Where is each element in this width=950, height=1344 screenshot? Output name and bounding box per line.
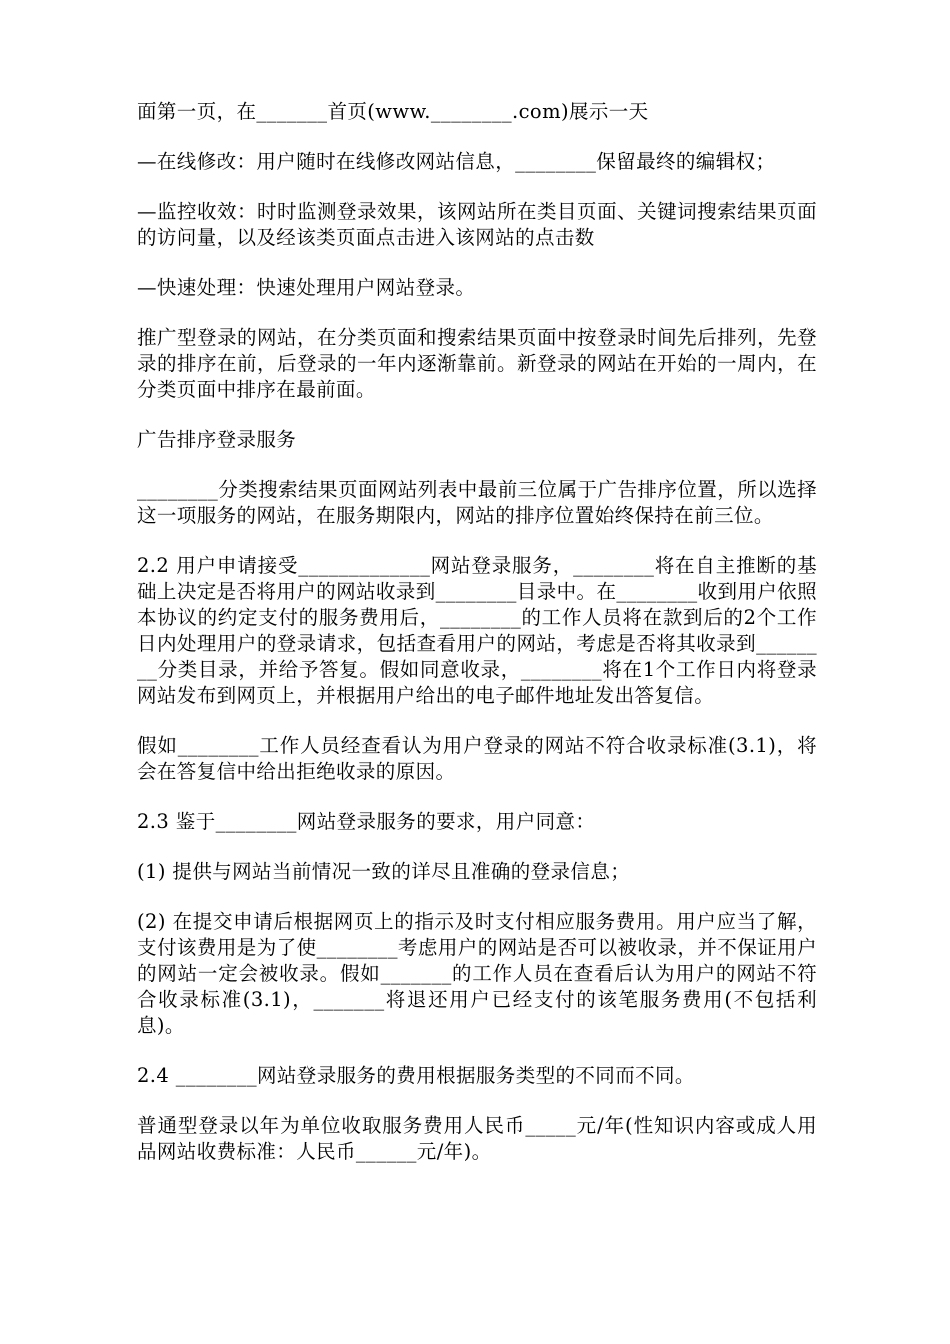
clause-2-4: 2.4 ________网站登录服务的费用根据服务类型的不同而不同。: [137, 1064, 695, 1087]
paragraph-online-edit: —在线修改：用户随时在线修改网站信息，________保留最终的编辑权；: [137, 150, 776, 173]
clause-2-3: 2.3 鉴于________网站登录服务的要求，用户同意：: [137, 810, 596, 833]
clause-2-3-item-2: (2) 在提交申请后根据网页上的指示及时支付相应服务费用。用户应当了解，支付该费用是为了使________考虑用户的网站是否可以被收录，并不保证用户的网站一定会被收录。假如_______的工作人员在查看后认为用户的网站不符合收录标准(3.1)，_______将退还用户已经支付的该笔服务费用(不包括利息)。: [137, 910, 817, 1037]
clause-2-3-item-1: (1) 提供与网站当前情况一致的详尽且准确的登录信息；: [137, 860, 631, 883]
paragraph-rejection: 假如________工作人员经查看认为用户登录的网站不符合收录标准(3.1)，将会在答复信中给出拒绝收录的原因。: [137, 734, 817, 783]
paragraph-fast-processing: —快速处理：快速处理用户网站登录。: [137, 276, 476, 299]
document-page: [137, 99, 817, 1189]
paragraph-homepage-display: 面第一页，在_______首页(www.________.com)展示一天: [137, 100, 649, 123]
paragraph-ad-ranking: ________分类搜索结果页面网站列表中最前三位属于广告排序位置，所以选择这一项服务的网站，在服务期限内，网站的排序位置始终保持在前三位。: [137, 478, 817, 527]
paragraph-monitoring: —监控收效：时时监测登录效果，该网站所在类目页面、关键词搜索结果页面的访问量，以及经该类页面点击进入该网站的点击数: [137, 200, 817, 249]
paragraph-promoted-listing: 推广型登录的网站，在分类页面和搜索结果页面中按登录时间先后排列，先登录的排序在前，后登录的一年内逐渐靠前。新登录的网站在开始的一周内，在分类页面中排序在最前面。: [137, 326, 817, 401]
clause-2-2: 2.2 用户申请接受_____________网站登录服务，________将在自主推断的基础上决定是否将用户的网站收录到________目录中。在________收到用户依照本协议的约定支付的服务费用后，________的工作人员将在款到后的2个工作日内处理用户的登录请求，包括查看用户的网站，考虑是否将其收录到________分类目录，并给予答复。假如同意收录，________将在1个工作日内将登录网站发布到网页上，并根据用户给出的电子邮件地址发出答复信。: [137, 554, 817, 707]
section-heading-ad-ranking: 广告排序登录服务: [137, 428, 297, 451]
paragraph-standard-fee: 普通型登录以年为单位收取服务费用人民币_____元/年(性知识内容或成人用品网站收费标准：人民币______元/年)。: [137, 1114, 817, 1163]
